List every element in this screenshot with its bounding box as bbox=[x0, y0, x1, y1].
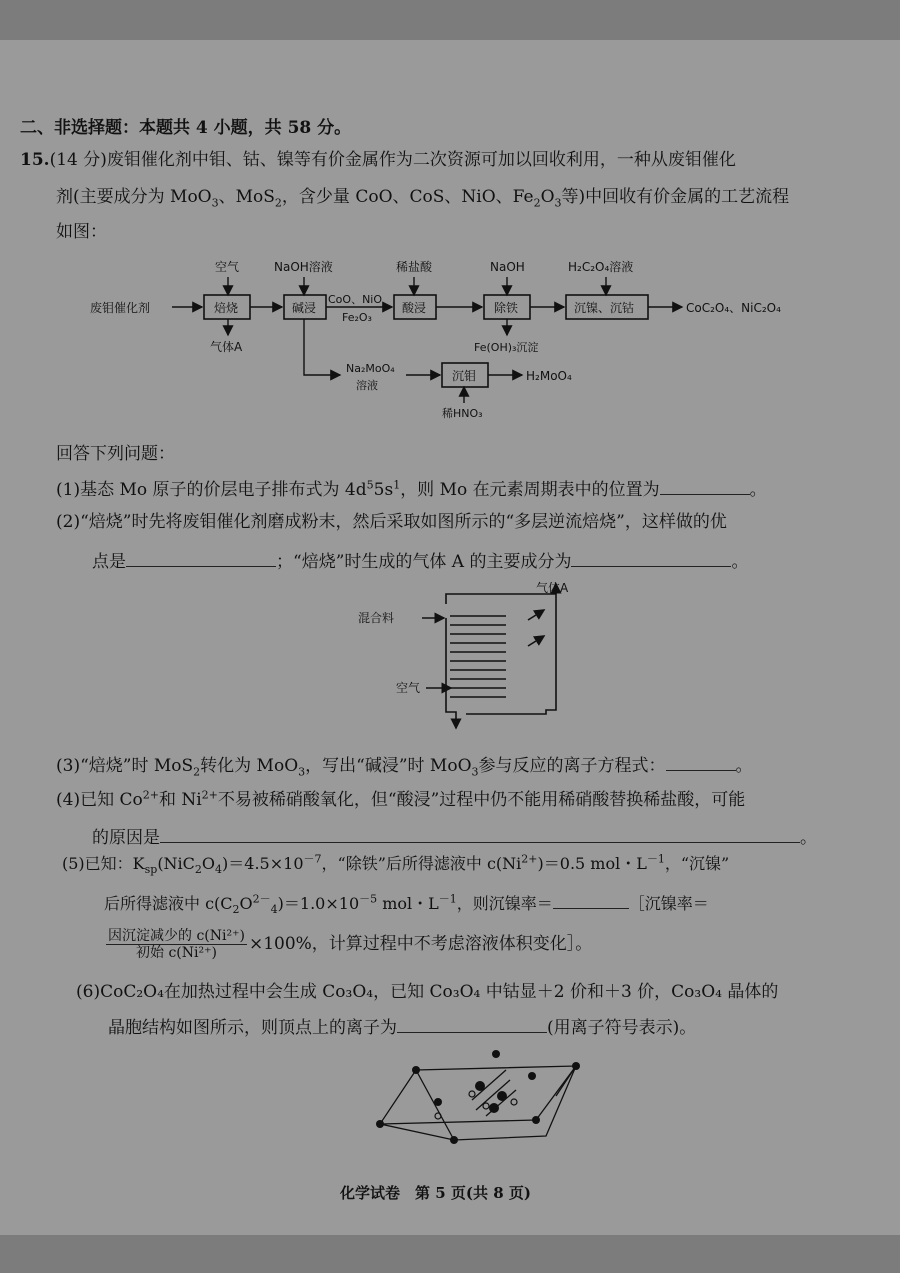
crystal-cell-diagram bbox=[376, 1050, 586, 1146]
flow-dilute-hcl: 稀盐酸 bbox=[396, 260, 433, 274]
answer-blank-5[interactable] bbox=[553, 890, 629, 909]
furnace-gas-a-label: 气体A bbox=[536, 581, 569, 595]
furnace-mixture-label: 混合料 bbox=[358, 611, 395, 625]
flow-naoh-solution: NaOH溶液 bbox=[274, 260, 333, 274]
furnace-layers bbox=[450, 616, 506, 697]
sub-question-6-line-2: 晶胞结构如图所示，则顶点上的离子为 (用离子符号表示)。 bbox=[108, 1014, 696, 1040]
flow-dilute-hno3: 稀HNO₃ bbox=[442, 407, 483, 420]
flow-h2c2o4: H₂C₂O₄溶液 bbox=[568, 260, 634, 274]
flow-products: CoC₂O₄、NiC₂O₄ bbox=[686, 301, 781, 315]
sub-question-5-line-2: 后所得滤液中 $c(C_2O^{2-}_4)=1.0\times 10^{-5}$ mol・$L^{-1}$，则沉镍率＝ ［沉镍率＝ bbox=[104, 890, 709, 916]
flow-start: 废钼催化剂 bbox=[90, 301, 151, 315]
nickel-rate-fraction bbox=[106, 928, 247, 961]
flow-precip-ni-co: 沉镍、沉钴 bbox=[574, 301, 635, 315]
fraction-numerator: 因沉淀减少的 c(Ni²⁺) bbox=[108, 928, 245, 944]
answer-blank-4[interactable] bbox=[160, 824, 800, 843]
process-flow-diagram bbox=[90, 255, 830, 425]
answer-blank-2b[interactable] bbox=[571, 548, 731, 567]
flow-residue-1: CoO、NiO bbox=[328, 293, 383, 306]
flow-roast: 焙烧 bbox=[214, 301, 239, 315]
question-intro-line-1: 15.(14 分)废钼催化剂中钼、钴、镍等有价金属作为二次资源可加以回收利用，一种从废钼催化 bbox=[20, 150, 736, 170]
sub-question-5-line-3: $\frac{\text{因沉淀减少的 c(Ni²⁺)}}{\text{初始 c(Ni²⁺)}}$ ×100%，计算过程中不考虑溶液体积变化］。 bbox=[108, 928, 593, 961]
flow-na2moo4-solution: 溶液 bbox=[356, 379, 378, 392]
flow-precip-mo: 沉钼 bbox=[452, 369, 477, 383]
section-title: 二、非选择题：本题共 4 小题，共 58 分。 bbox=[20, 118, 352, 138]
question-intro-line-2: 剂(主要成分为 MoO$_3$、MoS$_2$，含少量 CoO、CoS、NiO、$Fe_2O_3$等)中回收有价金属的工艺流程 bbox=[56, 187, 790, 210]
sub-question-2-line-2: 点是 ；“焙烧”时生成的气体 A 的主要成分为 。 bbox=[92, 548, 748, 574]
sub-question-5-line-1: (5)已知：$K_{sp}(NiC_2O_4)=4.5\times 10^{-7}$，“除铁”后所得滤液中 $c(Ni^{2+})=0.5$ mol・$L^{-1}$，“沉镍” bbox=[62, 852, 730, 877]
answer-blank-1[interactable] bbox=[660, 476, 750, 495]
page-footer: 化学试卷 第 5 页(共 8 页) bbox=[340, 1184, 531, 1202]
flow-acid-leach: 酸浸 bbox=[402, 301, 427, 315]
answer-blank-2a[interactable] bbox=[126, 548, 276, 567]
question-intro-line-3: 如图： bbox=[56, 222, 107, 242]
furnace-diagram bbox=[356, 580, 586, 730]
flow-h2moo4: H₂MoO₄ bbox=[526, 369, 572, 383]
sub-question-1: (1)基态 Mo 原子的价层电子排布式为 $4d^55s^1$，则 Mo 在元素周期表中的位置为 。 bbox=[56, 476, 767, 502]
flow-feoh3: Fe(OH)₃沉淀 bbox=[474, 341, 539, 354]
answer-blank-6[interactable] bbox=[397, 1014, 547, 1033]
sub-question-3: (3)“焙烧”时 MoS$_2$转化为 MoO$_3$，写出“碱浸”时 MoO$_3$参与反应的离子方程式： 。 bbox=[56, 752, 753, 778]
flow-residue-2: Fe₂O₃ bbox=[342, 311, 372, 324]
flow-gas-a: 气体A bbox=[210, 340, 243, 354]
answer-intro: 回答下列问题： bbox=[56, 444, 175, 464]
sub-question-4-line-1: (4)已知 $Co^{2+}$和 $Ni^{2+}$不易被稀硝酸氧化，但“酸浸”过程中仍不能用稀硝酸替换稀盐酸，可能 bbox=[56, 788, 746, 810]
fraction-denominator: 初始 c(Ni²⁺) bbox=[136, 945, 217, 961]
question-score: (14 分) bbox=[49, 150, 107, 170]
flow-alkali-leach: 碱浸 bbox=[292, 301, 317, 315]
flow-air: 空气 bbox=[215, 260, 240, 274]
sub-question-6-line-1: (6)CoC₂O₄在加热过程中会生成 Co₃O₄，已知 Co₃O₄ 中钴显＋2 价和＋3 价，Co₃O₄ 晶体的 bbox=[76, 982, 779, 1002]
furnace-air-label: 空气 bbox=[396, 681, 421, 695]
question-number: 15. bbox=[20, 150, 50, 170]
flow-naoh: NaOH bbox=[490, 260, 525, 274]
flow-na2moo4: Na₂MoO₄ bbox=[346, 362, 395, 375]
sub-question-2-line-1: (2)“焙烧”时先将废钼催化剂磨成粉末，然后采取如图所示的“多层逆流焙烧”，这样做的优 bbox=[56, 512, 727, 532]
sub-question-4-line-2: 的原因是 。 bbox=[92, 824, 817, 850]
flow-remove-fe: 除铁 bbox=[494, 301, 519, 315]
answer-blank-3[interactable] bbox=[666, 752, 736, 771]
